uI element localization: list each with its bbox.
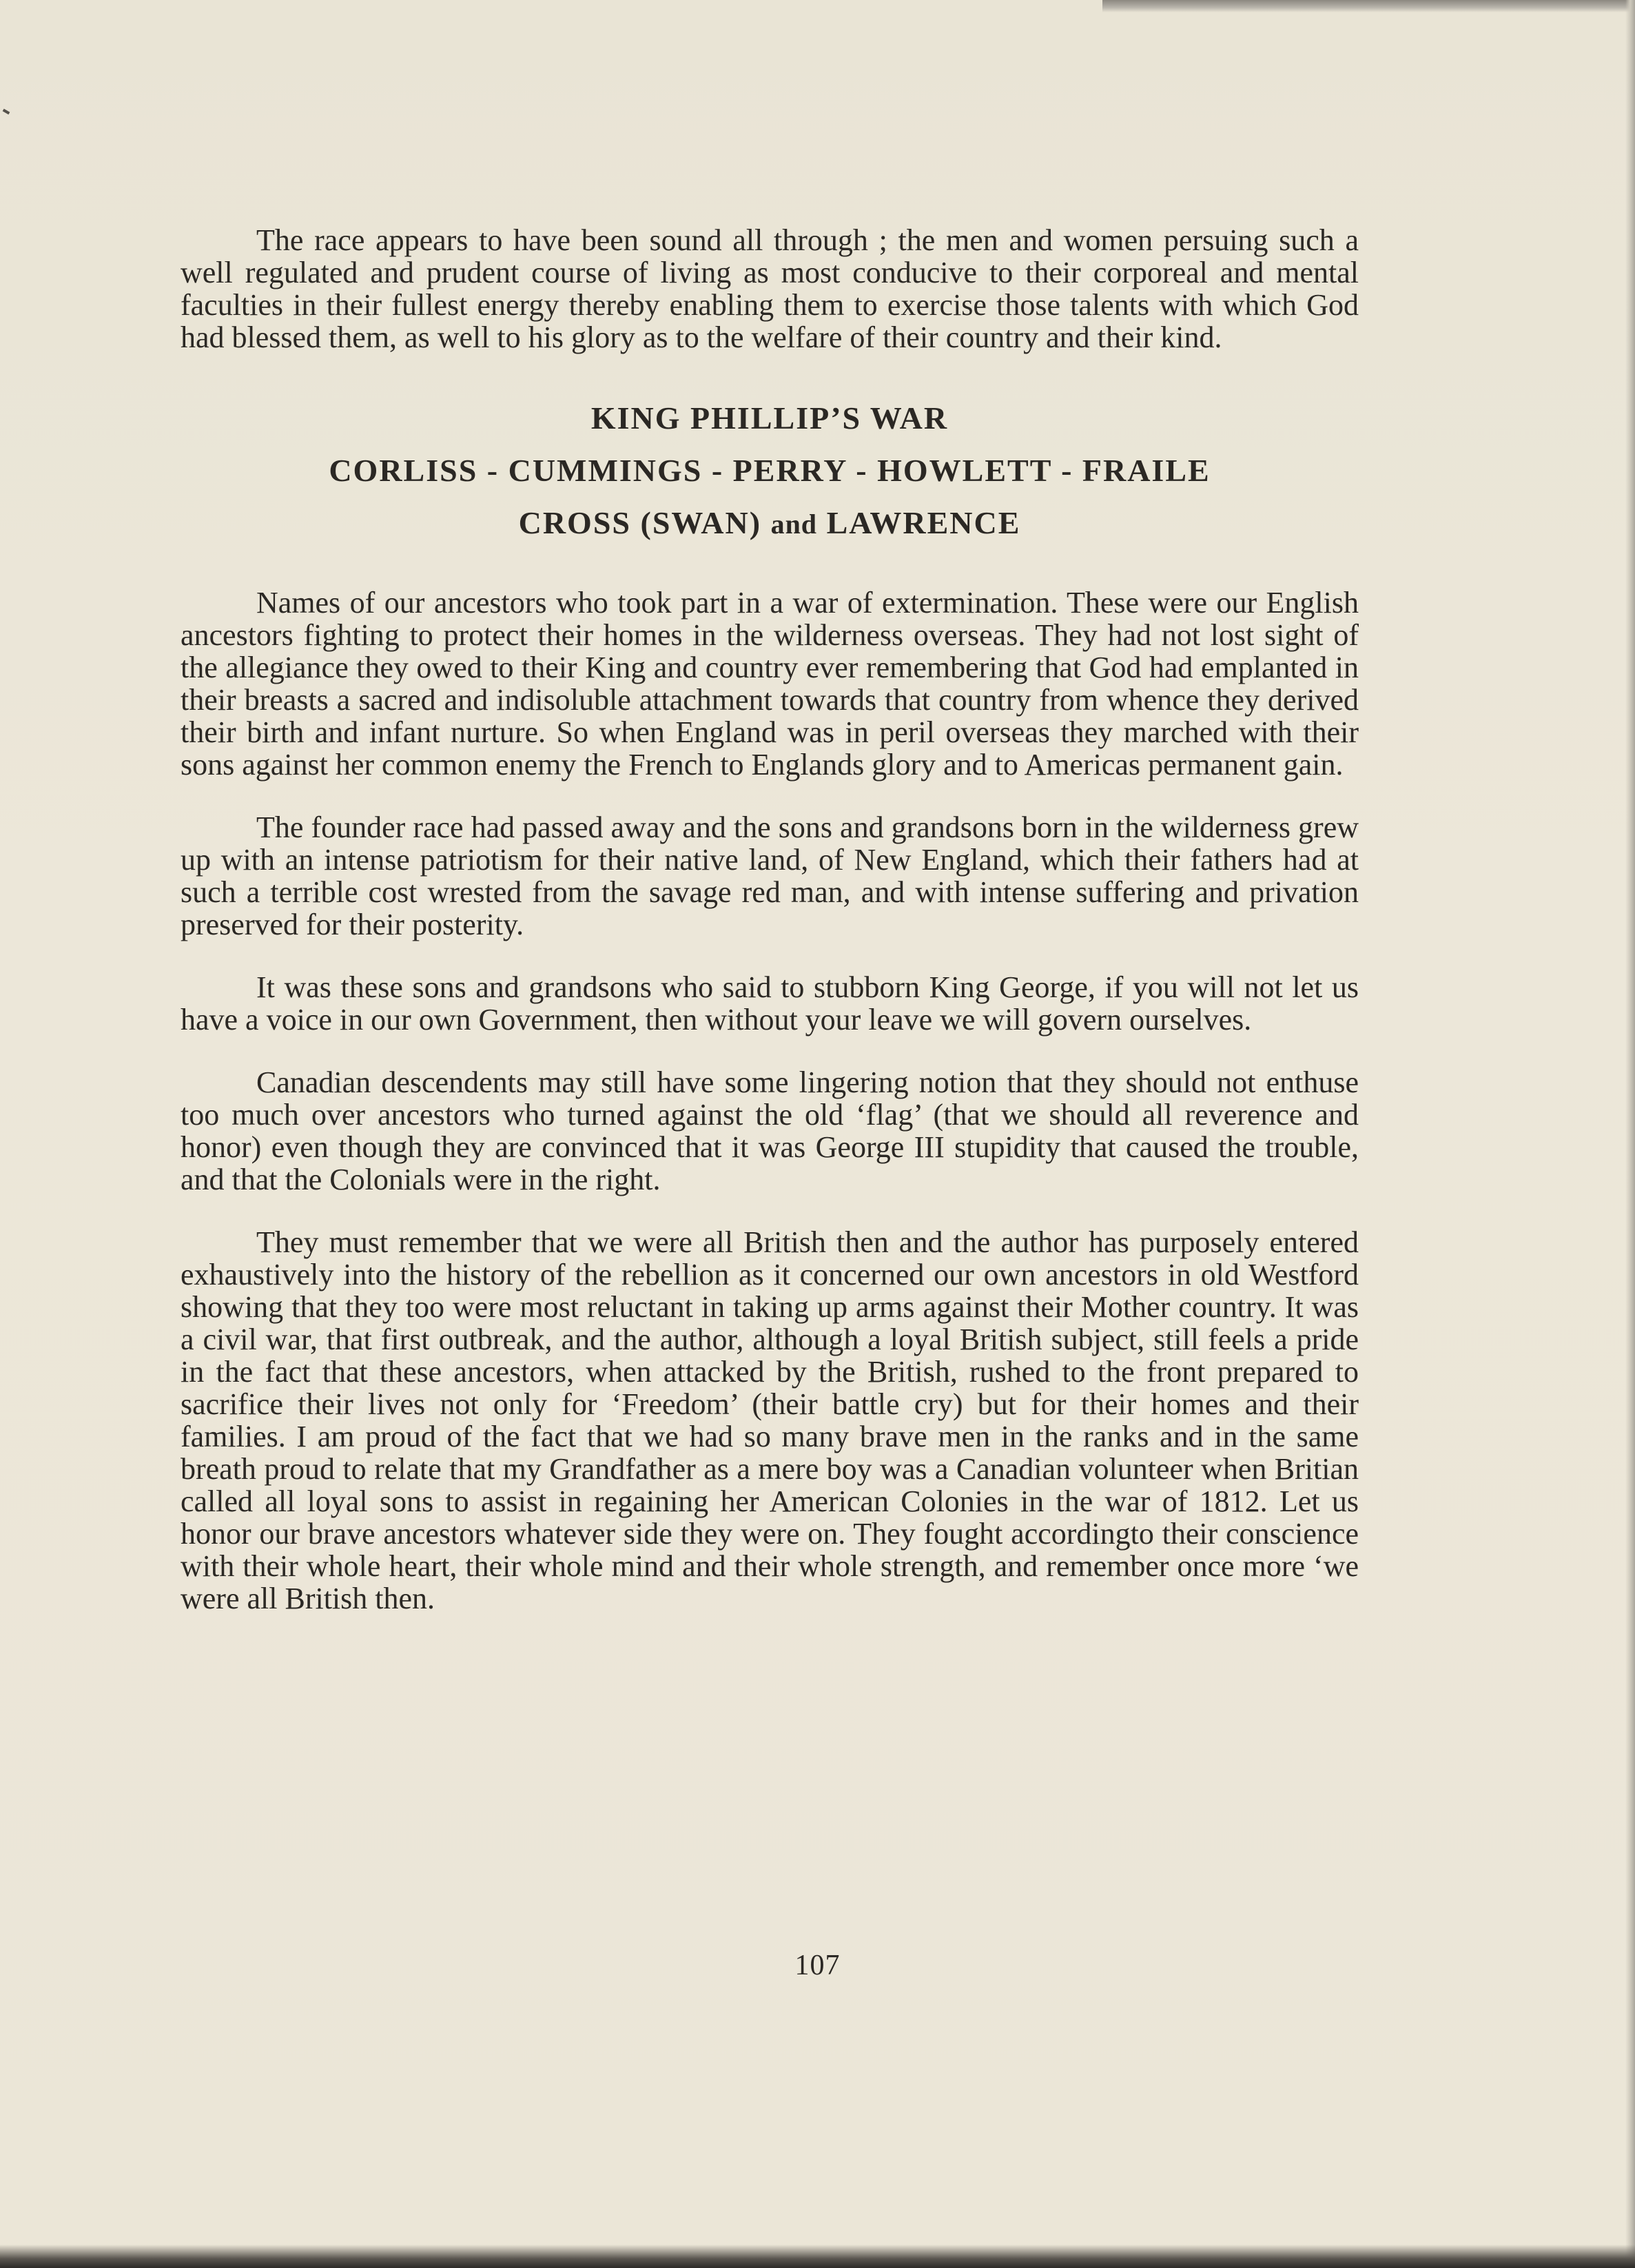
- paragraph-canadian-descendents: Canadian descendents may still have some lingering notion that they should not enthuse too much over ancestors who turned against the old ‘flag’ (that we should all reverence and honor) even though they are convinced that it was George III stupidity that caused the trouble, and that the Colonials were in the right.: [181, 1065, 1359, 1196]
- names-line-2-start: CROSS (SWAN): [518, 505, 762, 540]
- section-names-line: CORLISS - CUMMINGS - PERRY - HOWLETT - FRAILE: [329, 453, 1211, 488]
- paragraph-ancestors: Names of our ancestors who took part in a war of extermination. These were our English ancestors fighting to protect their homes in the wilderness overseas. They had not lost sight of the allegiance they owed to their King and country ever remembering that God had emplanted in their breasts a sacred and indisoluble attachment towards that country from whence they derived their birth and infant nurture. So when England was in peril overseas they marched with their sons against her common enemy the French to Englands glory and to Americas permanent gain.: [181, 586, 1359, 781]
- page-bottom-shadow: [0, 2245, 1635, 2268]
- section-title: KING PHILLIP’S WAR: [590, 400, 949, 436]
- page-top-shadow: [1102, 0, 1635, 12]
- paragraph-founder-race: The founder race had passed away and the sons and grandsons born in the wilderness grew up with an intense patriotism for their native land, of New England, which their fathers had at such a terrible cost wrested from the savage red man, and with intense suffering and privation preserved for their posterity.: [181, 810, 1359, 941]
- section-names-line-2: [181, 502, 1359, 545]
- paragraph-race: The race appears to have been sound all through ; the men and women persuing such a well regulated and prudent course of living as most conducive to their corporeal and mental faculties in their fullest energy thereby enabling them to exercise those talents with which God had blessed them, as well to his glory as to the welfare of their country and their kind.: [181, 223, 1359, 354]
- paragraph-british-then: They must remember that we were all British then and the author has purposely entered exhaustively into the history of the rebellion as it concerned our own ancestors in old Westford showing that they too were most reluctant in taking up arms against their Mother country. It was a civil war, that first outbreak, and the author, although a loyal British subject, still feels a pride in the fact that these ancestors, when attacked by the British, rushed to the front prepared to sacrifice their lives not only for ‘Freedom’ (their battle cry) but for their homes and their families. I am proud of the fact that we had so many brave men in the ranks and in the same breath proud to relate that my Grandfather as a mere boy was a Canadian volunteer when Britian called all loyal sons to assist in regaining her American Colonies in the war of 1812. Let us honor our brave ancestors whatever side they were on. They fought accordingto their conscience with their whole heart, their whole mind and their whole strength, and remember once more ‘we were all British then.: [181, 1225, 1359, 1615]
- margin-mark: [3, 109, 10, 114]
- names-line-2-and: and: [770, 509, 818, 540]
- page-number: 107: [794, 1950, 841, 1981]
- page-right-shadow: [1625, 0, 1635, 2268]
- paragraph-sons-grandsons: It was these sons and grandsons who said to stubborn King George, if you will not let us have a voice in our own Government, then without your leave we will govern ourselves.: [181, 970, 1359, 1036]
- text-column: [181, 224, 1359, 1645]
- names-line-2-end: LAWRENCE: [826, 505, 1021, 540]
